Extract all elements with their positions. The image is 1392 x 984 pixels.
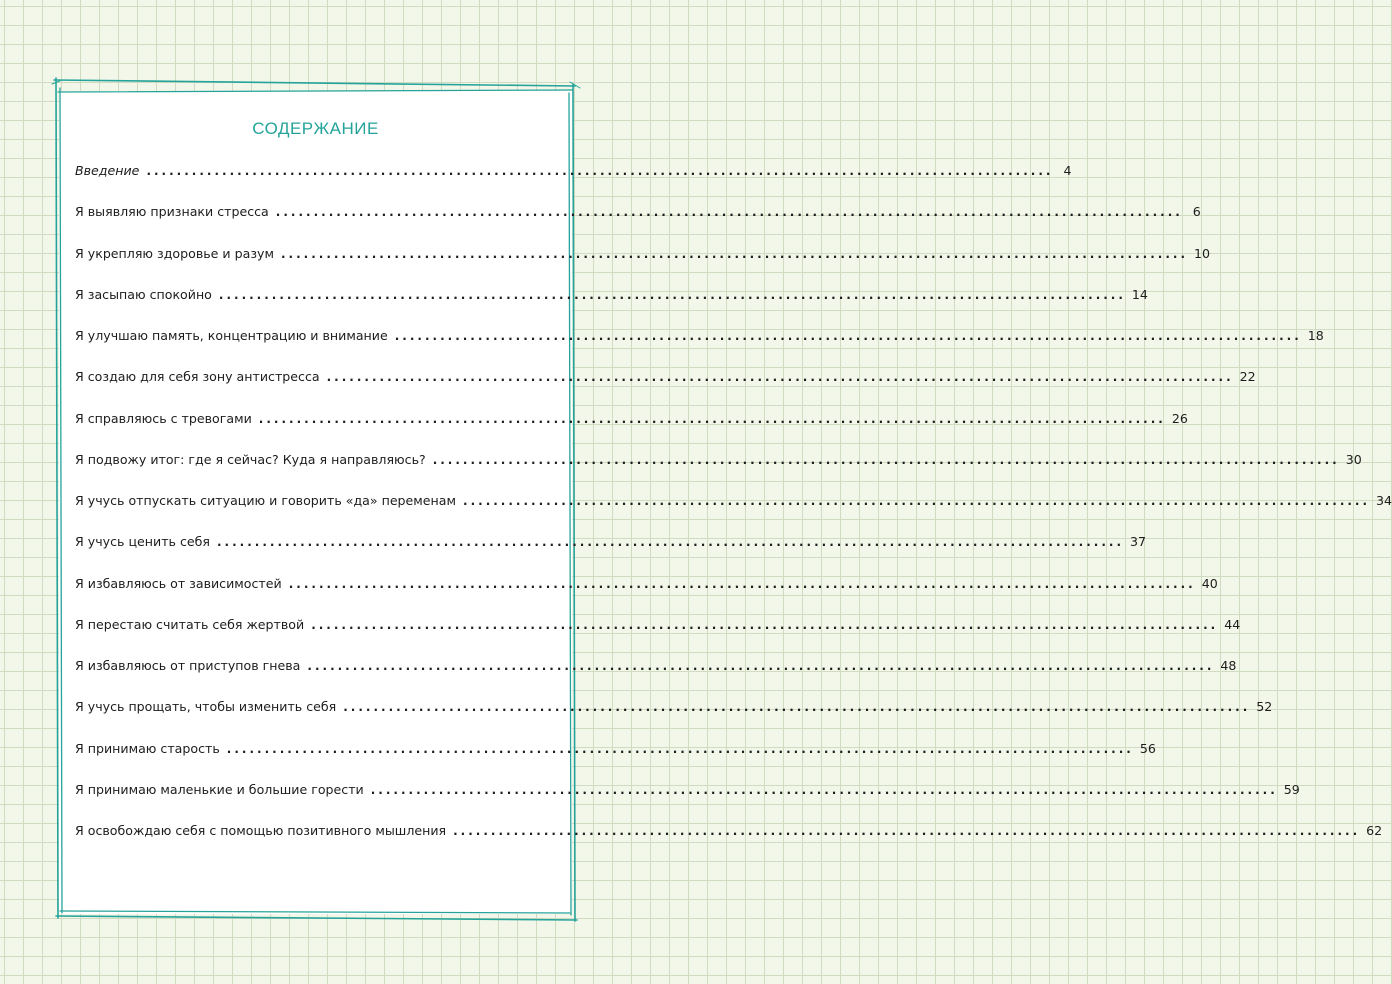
toc-entry-page-number: 37 — [1130, 534, 1147, 550]
dot-leader: ........................................................................................................................ — [432, 452, 1340, 467]
toc-entry-page-number: 14 — [1131, 286, 1148, 302]
toc-entry[interactable] — [75, 614, 1241, 655]
toc-entry-label: Я подвожу итог: где я сейчас? Куда я направляюсь? — [75, 451, 426, 467]
dot-leader: ........................................................................................................................ — [216, 535, 1124, 550]
toc-entry-page-number: 62 — [1366, 823, 1383, 838]
page-title: СОДЕРЖАНИЕ — [252, 119, 379, 138]
dot-leader: ........................................................................................................................ — [326, 370, 1234, 385]
toc-entry-label: Я освобождаю себя с помощью позитивного мышления — [75, 823, 447, 838]
toc-entry-label: Я избавляюсь от приступов гнева — [75, 658, 301, 673]
dot-leader: ........................................................................................................................ — [463, 494, 1371, 508]
toc-entry-label: Я избавляюсь от зависимостей — [75, 575, 282, 591]
toc-entry[interactable] — [75, 696, 1273, 737]
toc-entry-label: Я перестаю считать себя жертвой — [75, 616, 305, 632]
toc-entry-page-number: 34 — [1376, 493, 1392, 508]
dot-leader: ........................................................................................................................ — [307, 659, 1215, 673]
toc-entry[interactable] — [75, 325, 1324, 366]
toc-entry-label: Введение — [75, 163, 140, 178]
toc-entry[interactable] — [75, 366, 1256, 407]
toc-entry-label: Я учусь ценить себя — [75, 534, 210, 550]
toc-entry-label: Я учусь прощать, чтобы изменить себя — [75, 699, 337, 715]
toc-entry-label: Я выявляю признаки стресса — [75, 204, 269, 220]
dot-leader: ........................................................................................................................ — [280, 246, 1189, 261]
toc-entry-label: Я принимаю маленькие и большие горести — [75, 781, 364, 797]
toc-entry[interactable] — [75, 408, 1188, 449]
dot-leader: ........................................................................................................................ — [394, 329, 1302, 343]
toc-entry-page-number: 18 — [1307, 328, 1324, 343]
toc-entry-label: Я создаю для себя зону антистресса — [75, 369, 320, 385]
dot-leader: ........................................................................................................................ — [218, 287, 1126, 302]
toc-entry-page-number: 22 — [1239, 369, 1256, 385]
table-of-contents — [75, 160, 1392, 861]
dot-leader: ........................................................................................................................ — [311, 617, 1219, 632]
toc-entry-page-number: 26 — [1171, 410, 1188, 426]
toc-entry-page-number: 6 — [1192, 204, 1201, 220]
toc-entry[interactable] — [75, 573, 1218, 614]
toc-entry-label: Я справляюсь с тревогами — [75, 410, 252, 426]
toc-entry-page-number: 30 — [1345, 451, 1362, 467]
toc-entry-page-number: 10 — [1194, 245, 1211, 261]
toc-entry[interactable] — [75, 243, 1211, 284]
dot-leader: ........................................................................................................................ — [258, 411, 1166, 426]
toc-entry-label: Я засыпаю спокойно — [75, 286, 212, 302]
dot-leader: ........................................................................................................................ — [370, 782, 1278, 797]
toc-entry-page-number: 40 — [1201, 575, 1218, 591]
toc-entry[interactable] — [75, 738, 1156, 779]
toc-entry-page-number: 44 — [1224, 616, 1241, 632]
toc-entry-label: Я улучшаю память, концентрацию и внимание — [75, 328, 388, 343]
toc-entry[interactable] — [75, 160, 1072, 201]
toc-entry-page-number: 59 — [1283, 781, 1300, 797]
dot-leader: ........................................................................................................................ — [288, 576, 1196, 591]
toc-entry[interactable] — [75, 201, 1201, 242]
toc-entry-label: Я учусь отпускать ситуацию и говорить «да» переменам — [75, 493, 457, 508]
toc-entry-page-number: 52 — [1256, 699, 1273, 715]
toc-entry[interactable] — [75, 449, 1362, 490]
toc-entry[interactable] — [75, 779, 1300, 820]
dot-leader: ........................................................................................................................ — [343, 700, 1251, 715]
toc-entry-page-number: 48 — [1220, 658, 1237, 673]
toc-entry[interactable] — [75, 284, 1148, 325]
dot-leader: ........................................................................................................................ — [226, 741, 1134, 756]
toc-entry[interactable] — [75, 490, 1392, 531]
toc-entry-label: Я укрепляю здоровье и разум — [75, 245, 274, 261]
toc-entry-label: Я принимаю старость — [75, 740, 220, 756]
toc-entry-page-number: 56 — [1139, 740, 1156, 756]
dot-leader: ........................................................................................................................ — [275, 205, 1183, 220]
toc-entry[interactable] — [75, 531, 1147, 572]
toc-entry-page-number: 4 — [1063, 163, 1072, 178]
toc-entry[interactable] — [75, 820, 1383, 861]
toc-entry[interactable] — [75, 655, 1237, 696]
dot-leader: ........................................................................................................................ — [453, 824, 1361, 838]
dot-leader: ........................................................................................................................ — [146, 164, 1054, 178]
